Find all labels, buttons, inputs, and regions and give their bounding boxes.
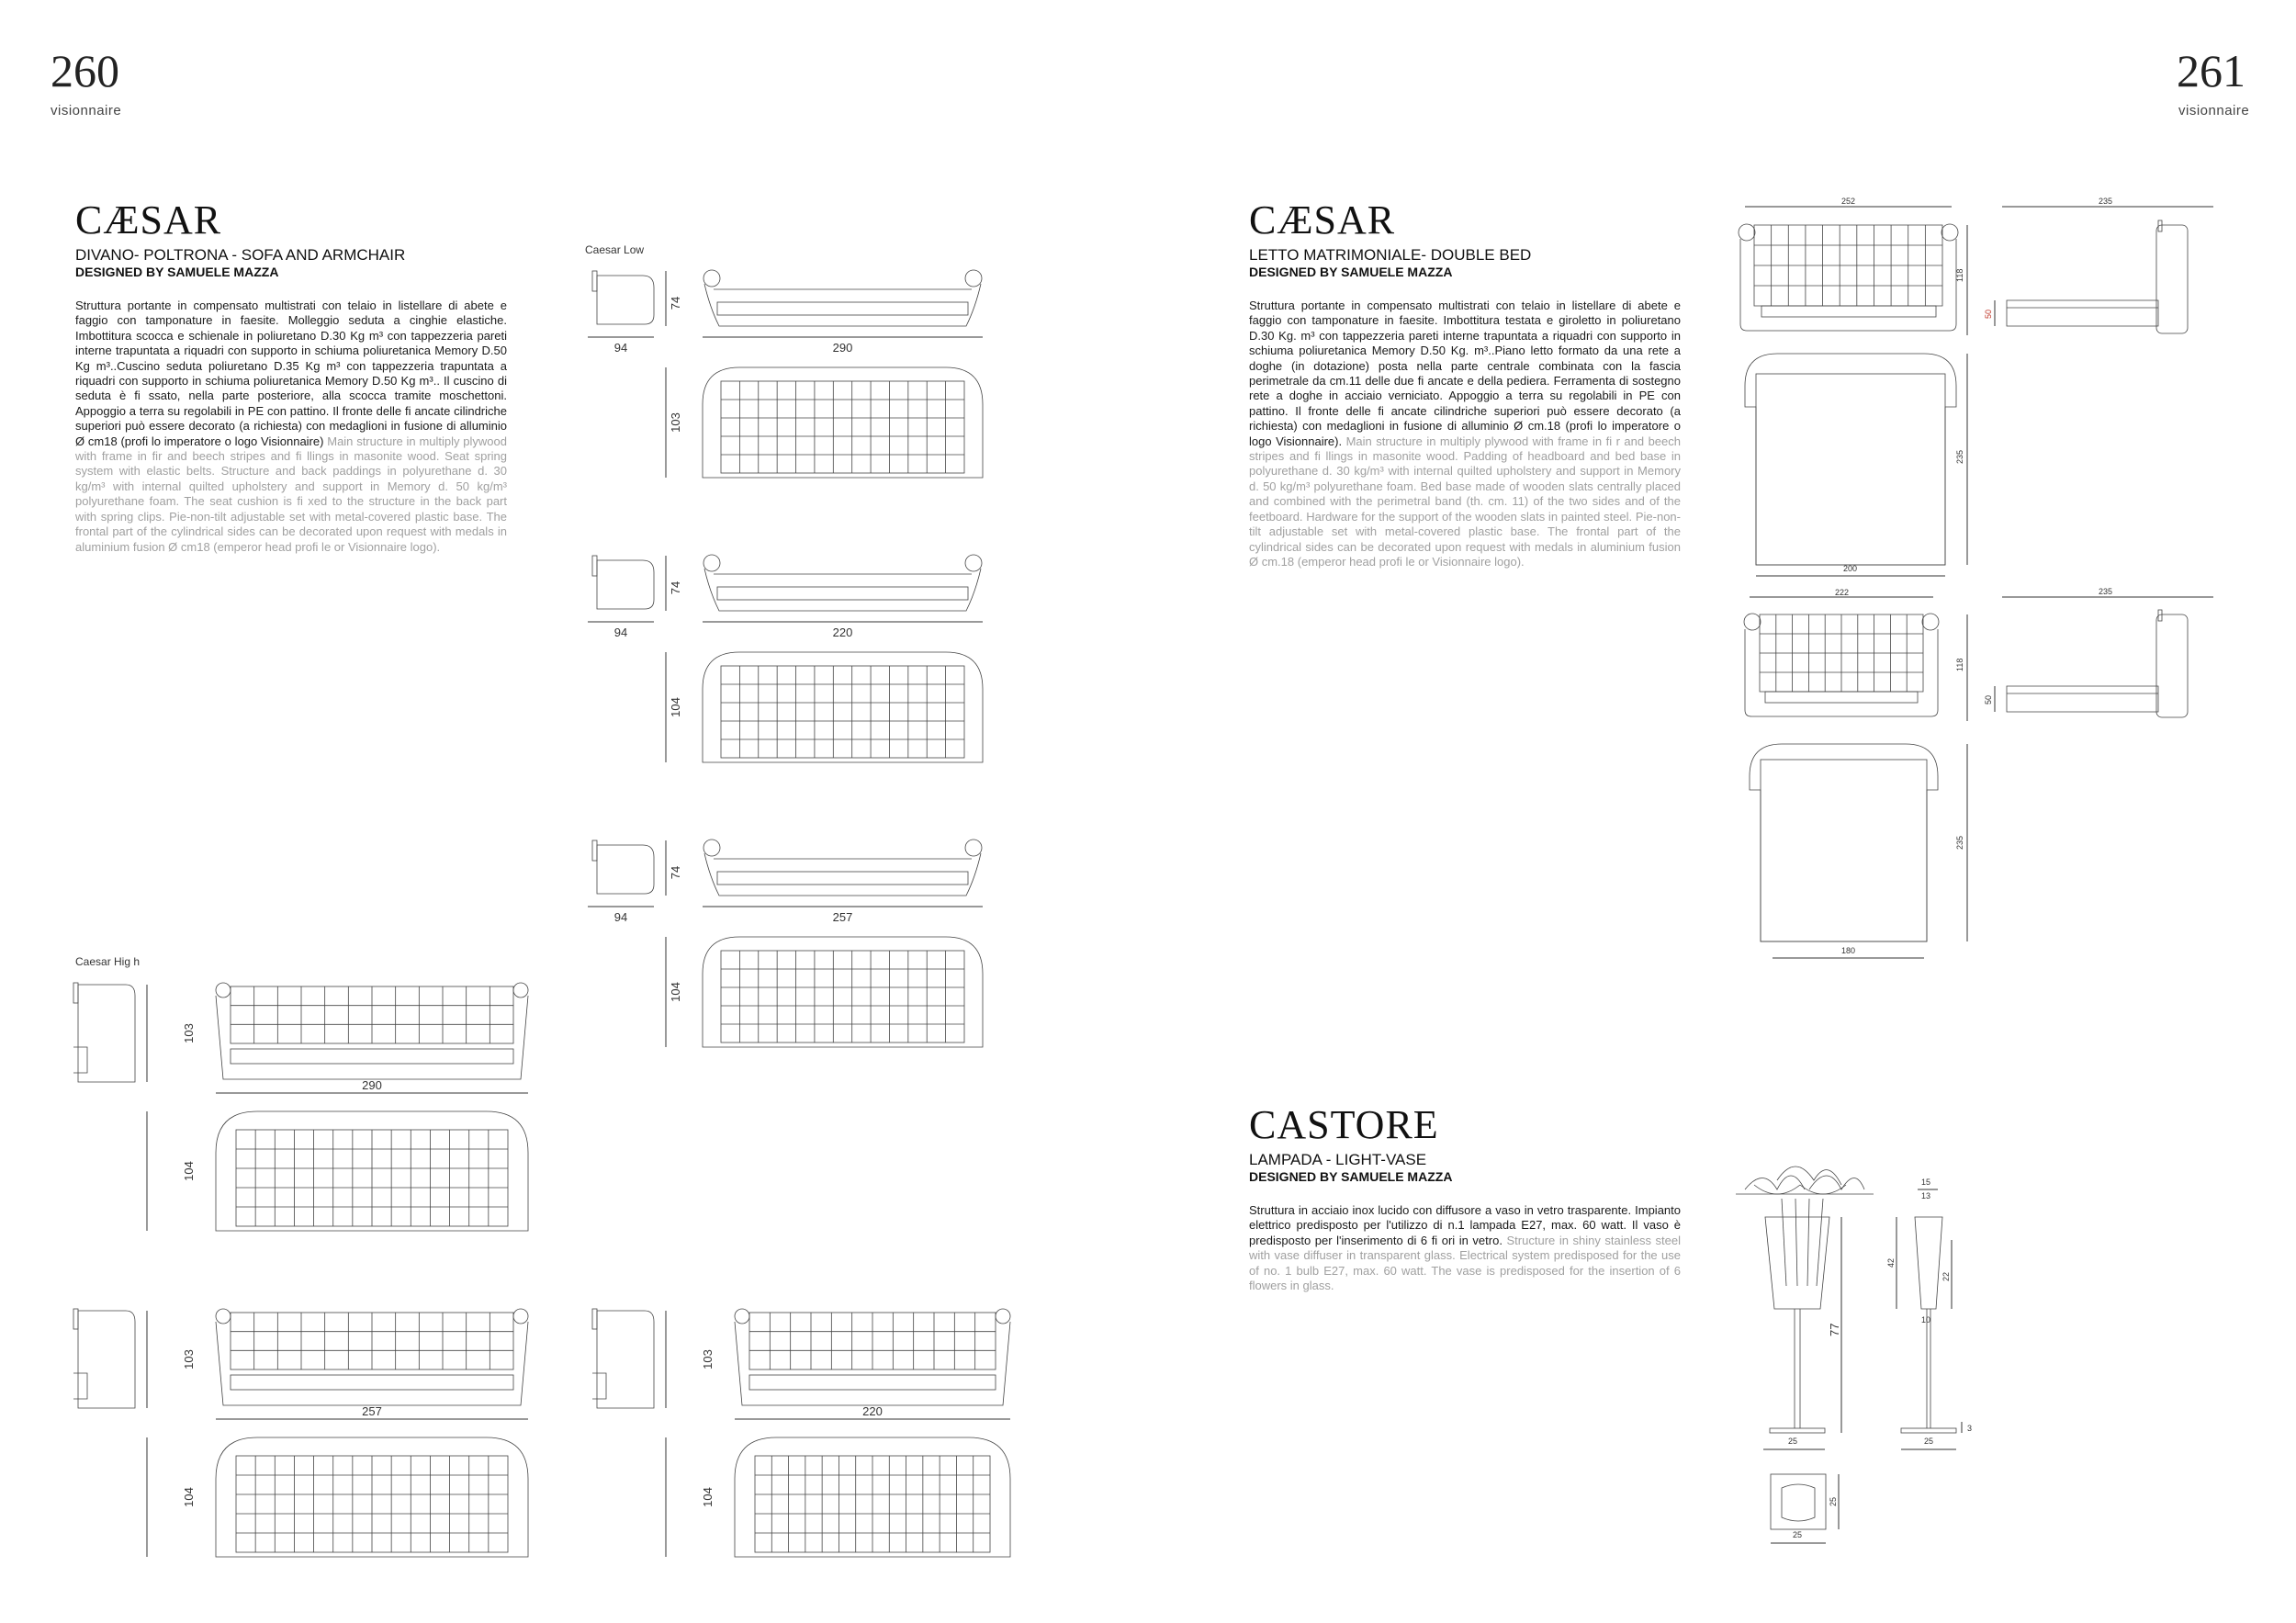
sofa-designer: DESIGNED BY SAMUELE MAZZA xyxy=(75,265,279,279)
bed-b-width-dim: 222 xyxy=(1835,588,1850,597)
sofa-side-view xyxy=(597,276,654,324)
height-dim: 103 xyxy=(182,1023,196,1043)
bed-b-side-view xyxy=(1984,587,2213,717)
sofa-subtitle: DIVANO- POLTRONA - SOFA AND ARMCHAIR xyxy=(75,246,406,264)
bed-a-side-dim: 235 xyxy=(2099,197,2113,206)
sofa-drawing-high-290 xyxy=(69,974,537,1240)
sofa-plan-seat xyxy=(721,951,964,1043)
sofa-plan-outline xyxy=(703,367,983,478)
sofa-front-outline xyxy=(704,569,981,611)
arm-roll-left xyxy=(216,983,231,997)
height-dim: 74 xyxy=(669,865,682,880)
width-dim: 257 xyxy=(362,1404,382,1418)
sofa-plan-seat xyxy=(721,666,964,758)
bed-a-side-view xyxy=(1984,197,2213,333)
depth-dim: 104 xyxy=(182,1487,196,1507)
arm-roll-right xyxy=(513,983,528,997)
arm-roll-right xyxy=(965,555,982,571)
lamp-base-thickness-dim: 3 xyxy=(1967,1424,1973,1433)
lamp-drawings xyxy=(1727,1148,2094,1561)
side-depth-dim: 94 xyxy=(613,341,628,355)
sofa-side-medal xyxy=(592,271,597,291)
caesar-low-label: Caesar Low xyxy=(585,243,645,256)
bed-b-side-dim: 235 xyxy=(2099,587,2113,596)
depth-dim: 103 xyxy=(669,412,682,433)
width-dim: 290 xyxy=(832,341,853,355)
sofa-plan-seat xyxy=(721,381,964,473)
bed-a-seat-dim: 50 xyxy=(1984,309,1993,319)
sofa-side-medal xyxy=(73,983,78,1003)
width-dim: 290 xyxy=(362,1078,382,1092)
bed-title: CÆSAR xyxy=(1249,197,1396,242)
arm-roll-left xyxy=(703,270,720,287)
arm-roll-right xyxy=(996,1309,1010,1324)
sofa-side-medal xyxy=(592,1309,597,1329)
bed-b-headboard-quilting xyxy=(1760,614,1923,692)
bed-a-drawings xyxy=(1727,197,2241,583)
sofa-drawing-high-257 xyxy=(69,1300,537,1566)
lamp-total-height-dim: 77 xyxy=(1828,1323,1841,1336)
lamp-diffuser-dim: 22 xyxy=(1941,1271,1951,1281)
sofa-seat-cushion xyxy=(717,587,968,600)
bed-description xyxy=(1249,299,1681,569)
sofa-plan-quilting xyxy=(236,1456,508,1552)
bed-a-height-dim: 118 xyxy=(1955,268,1964,282)
depth-dim: 104 xyxy=(701,1487,715,1507)
lamp-top-dim-2: 13 xyxy=(1921,1191,1931,1200)
depth-dim: 104 xyxy=(182,1161,196,1181)
sofa-back-quilting xyxy=(749,1313,996,1369)
sofa-side-medal xyxy=(73,1309,78,1329)
arm-roll-left xyxy=(703,555,720,571)
sofa-seat-cushion xyxy=(717,872,968,885)
arm-roll-right xyxy=(965,270,982,287)
lamp-inner-width-dim: 10 xyxy=(1921,1315,1931,1324)
brand-left: visionnaire xyxy=(51,103,122,118)
width-dim: 220 xyxy=(832,626,853,639)
side-depth-dim: 94 xyxy=(613,910,628,924)
sofa-seat-cushion xyxy=(717,302,968,315)
lamp-front-view xyxy=(1736,1167,1874,1449)
sofa-drawing-low-290 xyxy=(588,262,992,491)
sofa-side-view xyxy=(78,985,135,1082)
sofa-side-view xyxy=(597,560,654,609)
sofa-plan-outline xyxy=(703,652,983,762)
arm-roll-left xyxy=(735,1309,749,1324)
sofa-front-outline xyxy=(704,284,981,326)
sofa-seat-cushion xyxy=(231,1375,513,1390)
bed-text-it: Struttura portante in compensato multistrati con telaio in listellare di abete e faggio con tamponature in faesite. Imbottitura testata e giroletto in poliuretano D.30 Kg. m³ con tappezzeria pareti interne trapuntata a riquadri con supporto in schiuma poliuretanica Memory D.50 Kg. m³..Piano letto formato da una rete a doghe (in dotazione) posta nella parte centrale combinata con la fascia perimetrale da cm.11 delle due fi ancate e della pediera. Ferramenta di sostegno rete a doghe in acciaio verniciato. Appoggio a terra su regolabili in PE con pattino. Il fronte delle fi ancate cilindriche superiori può essere decorato (a richiesta) con medaglioni in fusione di alluminio Ø cm.18 (profi lo imperatore o logo Visionnaire). xyxy=(1249,299,1681,448)
lamp-subtitle: LAMPADA - LIGHT-VASE xyxy=(1249,1151,1427,1168)
lamp-text-it: Struttura in acciaio inox lucido con diffusore a vaso in vetro trasparente. Impianto elettrico predisposto per l'utilizzo di n.1 lampada E27, max. 60 watt. Il vaso è predisposto per l'inserimento di 6 fi ori in vetro. xyxy=(1249,1203,1681,1247)
sofa-side-medal xyxy=(592,840,597,861)
arm-roll-right xyxy=(513,1309,528,1324)
lamp-plan-width-dim: 25 xyxy=(1793,1530,1803,1539)
bed-designer: DESIGNED BY SAMUELE MAZZA xyxy=(1249,265,1453,279)
lamp-description xyxy=(1249,1203,1681,1293)
arm-roll-left xyxy=(216,1309,231,1324)
height-dim: 103 xyxy=(182,1349,196,1369)
height-dim: 103 xyxy=(701,1349,715,1369)
bed-a-plan-view xyxy=(1745,354,1967,576)
sofa-text-it: Struttura portante in compensato multistrati con telaio in listellare di abete e faggio con tamponature in faesite. Molleggio seduta a cinghie elastiche. Imbottitura scocca e schienale in poliuretano D.30 Kg m³ con tappezzeria pareti interne trapuntata a riquadri con supporto in schiuma poliuretanica Memory D.50 Kg m³..Cuscino seduta poliuretano D.35 Kg m³ con tappezzeria trapuntata a riquadri con supporto in schiuma poliuretanica Memory D.50 Kg m³.. Il cuscino di seduta è fi ssato, nella parte posteriore, alla scocca tramite moschettoni. Appoggio a terra su regolabili in PE con pattino. Il fronte delle fi ancate cilindriche superiori può essere decorato (a richiesta) con medaglioni in fusione di alluminio Ø cm18 (profi lo imperatore o logo Visionnaire) xyxy=(75,299,507,448)
sofa-plan-quilting xyxy=(236,1130,508,1226)
sofa-side-view xyxy=(597,845,654,894)
sofa-plan-outline xyxy=(703,937,983,1047)
sofa-side-seat xyxy=(73,1373,87,1399)
height-dim: 74 xyxy=(669,580,682,595)
lamp-side-view xyxy=(1886,1178,1972,1449)
depth-dim: 104 xyxy=(669,982,682,1002)
bed-subtitle: LETTO MATRIMONIALE- DOUBLE BED xyxy=(1249,246,1532,264)
lamp-base-width-dim: 25 xyxy=(1788,1437,1798,1446)
height-dim: 74 xyxy=(669,296,682,310)
sofa-seat-cushion xyxy=(231,1049,513,1064)
sofa-front-outline xyxy=(704,853,981,896)
side-depth-dim: 94 xyxy=(613,626,628,639)
sofa-side-view xyxy=(597,1311,654,1408)
bed-a-width-dim: 252 xyxy=(1841,197,1856,206)
sofa-drawing-low-257 xyxy=(588,831,992,1061)
bed-b-drawings xyxy=(1727,587,2241,969)
bed-b-seat-dim: 50 xyxy=(1984,694,1993,704)
sofa-back-quilting xyxy=(231,1313,513,1369)
bed-b-front-view xyxy=(1744,588,1967,721)
bed-b-plan-view xyxy=(1750,744,1967,958)
sofa-plan-quilting xyxy=(755,1456,990,1552)
lamp-top-dim-1: 15 xyxy=(1921,1178,1931,1187)
lamp-title: CASTORE xyxy=(1249,1102,1439,1147)
bed-b-height-dim: 118 xyxy=(1955,658,1964,671)
bed-a-headboard-quilting xyxy=(1754,225,1942,306)
bed-b-plan-width-dim: 180 xyxy=(1841,946,1856,955)
sofa-side-medal xyxy=(592,556,597,576)
arm-roll-left xyxy=(703,840,720,856)
lamp-side-base-width-dim: 25 xyxy=(1924,1437,1934,1446)
bed-a-plan-depth-dim: 235 xyxy=(1955,449,1964,464)
lamp-designer: DESIGNED BY SAMUELE MAZZA xyxy=(1249,1169,1453,1184)
lamp-text-en: Structure in shiny stainless steel with vase diffuser in transparent glass. Electrical system predisposed for the use of no. 1 bulb E27, max. 60 watt. The vase is predisposed for the insertion of 6 flowers in glass. xyxy=(1249,1233,1681,1293)
sofa-side-seat xyxy=(73,1047,87,1073)
sofa-drawing-high-220 xyxy=(588,1300,1019,1566)
bed-a-plan-width-dim: 200 xyxy=(1843,564,1858,573)
sofa-text-en: Main structure in multiply plywood with frame in fir and beech stripes and fi llings in masonite wood. Seat spring system with elastic belts. Structure and back paddings in polyurethane d. 30 kg/m³ with internal quilted upholstery and support in Memory d. 50 kg/m³ polyurethane foam. The seat cushion is fi xed to the structure in the back part with spring clips. Pie-non-tilt adjustable set with metal-covered plastic base. The frontal part of the cylindrical sides can be decorated upon request with medals in aluminium fusion Ø cm18 (emperor head profi le or Visionnaire logo). xyxy=(75,434,507,554)
sofa-plan-quilting xyxy=(721,951,964,1043)
lamp-vase-height-dim: 42 xyxy=(1886,1257,1896,1268)
width-dim: 257 xyxy=(832,910,853,924)
sofa-drawing-low-220 xyxy=(588,547,992,776)
sofa-description xyxy=(75,299,507,555)
depth-dim: 104 xyxy=(669,697,682,717)
arm-roll-right xyxy=(965,840,982,856)
brand-right: visionnaire xyxy=(2178,103,2250,118)
sofa-back-quilting xyxy=(231,986,513,1043)
caesar-high-label: Caesar Hig h xyxy=(75,955,141,968)
bed-b-plan-depth-dim: 235 xyxy=(1955,835,1964,850)
sofa-side-view xyxy=(78,1311,135,1408)
sofa-title: CÆSAR xyxy=(75,197,222,242)
lamp-flowers xyxy=(1736,1167,1874,1286)
bed-a-front-view xyxy=(1739,197,1967,335)
sofa-plan-quilting xyxy=(721,666,964,758)
width-dim: 220 xyxy=(862,1404,883,1418)
lamp-plan-view xyxy=(1771,1474,1839,1543)
sofa-plan-quilting xyxy=(721,381,964,473)
lamp-plan-depth-dim: 25 xyxy=(1829,1496,1838,1506)
page-number-left: 260 xyxy=(51,45,119,96)
sofa-seat-cushion xyxy=(749,1375,996,1390)
bed-text-en: Main structure in multiply plywood with frame in fi r and beech stripes and fi llings in masonite wood. Padding of headboard and bed base in polyurethane d. 30 kg/m³ with internal quilted upholstery and support in Memory d. 50 kg/m³ polyurethane foam. Bed base made of wooden slats centrally placed and combined with the perimetral band (th. cm. 11) of the two sides and of the feetboard. Hardware for the support of the wooden slats in painted steel. Pie-non-tilt adjustable set with metal-covered plastic base. The frontal part of the cylindrical sides can be decorated upon request with medals in aluminium fusion Ø cm.18 (emperor head profi le or Visionnaire logo). xyxy=(1249,434,1681,569)
sofa-side-seat xyxy=(592,1373,606,1399)
page-number-right: 261 xyxy=(2177,45,2245,96)
